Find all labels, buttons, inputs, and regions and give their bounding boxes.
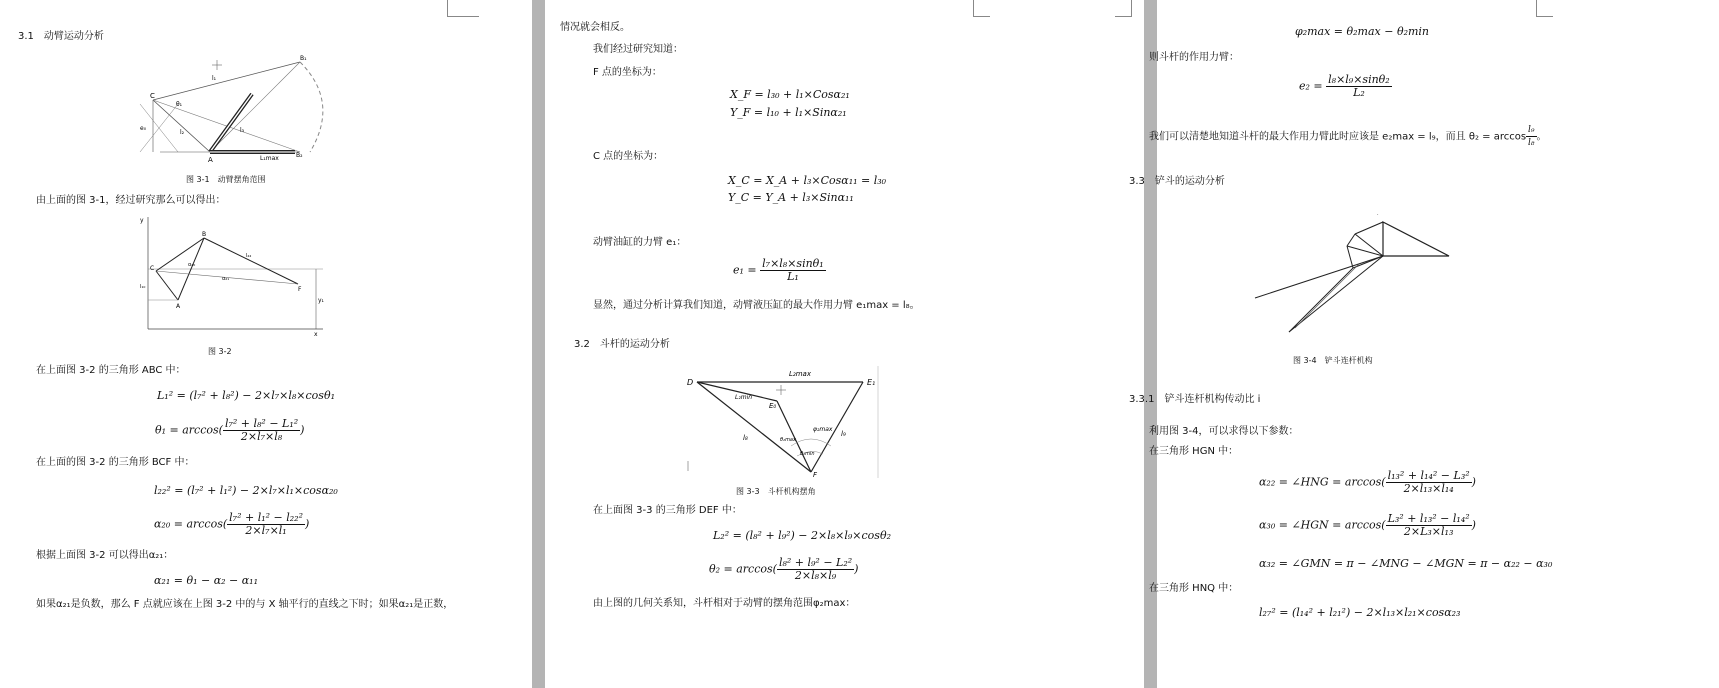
equation-left: θ₁ = arccos( [155, 423, 223, 437]
section-heading: 3.3.1 铲斗连杆机构传动比 i [1129, 394, 1261, 405]
paragraph: 在三角形 HGN 中： [1149, 446, 1239, 457]
numerator: l₈×l₉×sinθ₂ [1328, 73, 1390, 86]
paragraph: 则斗杆的作用力臂： [1149, 52, 1239, 63]
equation: θ₂ = arccos( $\frac{\text{l₈² + l₉² − L₂²}}{\text{2×l₈×l₉}}$ ) [709, 556, 859, 582]
crop-mark [1115, 0, 1132, 17]
equation: X_F = l₃₀ + l₁×Cosα₂₁ [730, 88, 850, 101]
label-l10: l₁₀ [140, 284, 146, 290]
figure-3-2 [138, 214, 328, 338]
label-L1max: L₁max [260, 155, 279, 162]
equation-left: e₂ = [1299, 79, 1323, 93]
label-alpha21: α₂₁ [222, 276, 230, 282]
denominator: L₁ [760, 270, 826, 283]
equation-left: α₂₀ = arccos( [154, 517, 228, 531]
fraction [1326, 74, 1392, 99]
label-l22: l₂₂ [246, 253, 252, 259]
numerator: l₇×l₈×sinθ₁ [762, 257, 824, 270]
paragraph-text: 我们可以清楚地知道斗杆的最大作用力臂此时应该是 e₂max = l₉，而且 θ₂ = arccos [1149, 131, 1527, 143]
paragraph: 由上图的几何关系知，斗杆相对于动臂的摆角范围φ₂max： [593, 598, 856, 609]
label-F: F [813, 471, 818, 479]
figure-3-1 [140, 52, 350, 172]
label-A: A [208, 156, 213, 164]
fraction [223, 418, 300, 443]
denominator: 2×l₈×l₉ [777, 569, 854, 582]
equation-left: α₂₂ = ∠HNG = arccos( [1259, 475, 1386, 489]
figure-3-4 [1249, 210, 1459, 340]
paragraph: 在上面图 3-2 的三角形 ABC 中： [36, 365, 186, 376]
document-page-3 [1129, 0, 1719, 688]
equation: φ₂max = θ₂max − θ₂min [1295, 25, 1430, 38]
paragraph: 情况就会相反。 [560, 22, 630, 33]
fraction [1386, 470, 1472, 495]
label-H: · [1377, 212, 1379, 218]
denominator: 2×l₁₃×l₁₄ [1386, 482, 1472, 495]
equation: α₃₀ = ∠HGN = arccos( $\frac{\text{L₃² + l₁₃² − l₁₄²}}{\text{2×L₃×l₁₃}}$ ) [1259, 512, 1476, 538]
label-theta2min: θ₂min [800, 451, 815, 457]
numerator: l₈² + l₉² − L₂² [778, 556, 853, 569]
denominator: 2×L₃×l₁₃ [1386, 525, 1472, 538]
crop-mark [463, 0, 479, 17]
paragraph: 我们经过研究知道： [593, 44, 683, 55]
denominator: 2×l₇×l₁ [227, 524, 305, 537]
crop-mark [1536, 0, 1553, 17]
figure-caption: 图 3-2 [208, 347, 232, 356]
fraction [760, 258, 826, 283]
crop-mark [447, 0, 464, 17]
paragraph: 在上面图 3-3 的三角形 DEF 中： [593, 505, 742, 516]
fraction [1526, 124, 1537, 149]
paragraph: 根据上面图 3-2 可以得出α₂₁： [36, 550, 174, 561]
label-e0: e₀ [140, 125, 147, 132]
label-L2min: L₂min [735, 394, 753, 401]
numerator: l₉ [1528, 125, 1535, 135]
figure-caption: 图 3-3 斗杆机构摆角 [736, 487, 816, 496]
equation: α₂₂ = ∠HNG = arccos( $\frac{\text{l₁₃² + l₁₄² − L₃²}}{\text{2×l₁₃×l₁₄}}$ ) [1259, 469, 1476, 495]
equation: θ₁ = arccos( $\frac{\text{l₇² + l₈² − L₁²}}{\text{2×l₇×l₈}}$ ) [155, 417, 305, 443]
label-B1: B₁ [300, 55, 307, 62]
label-E0: E₀ [769, 402, 777, 410]
label-B: B [202, 231, 207, 238]
paragraph: C 点的坐标为： [593, 151, 664, 162]
document-page-2 [545, 0, 1144, 688]
denominator: L₂ [1326, 86, 1392, 99]
equation-left: θ₂ = arccos( [709, 562, 777, 576]
label-l2: l₂ [180, 129, 185, 136]
fraction [1386, 513, 1472, 538]
equation-left: α₃₀ = ∠HGN = arccos( [1259, 518, 1386, 532]
equation: L₁² = (l₇² + l₈²) − 2×l₇×l₈×cosθ₁ [157, 389, 335, 402]
equation [733, 258, 826, 283]
equation: Y_C = Y_A + l₃×Sinα₁₁ [728, 191, 854, 204]
label-C: C [150, 265, 155, 272]
numerator: l₇² + l₁² − l₂₂² [229, 511, 303, 524]
label-l1: l₁ [212, 75, 217, 82]
paragraph: 显然，通过分析计算我们知道，动臂液压缸的最大作用力臂 e₁max = l₈。 [593, 300, 920, 311]
label-L2max: L₂max [789, 370, 811, 378]
equation [1299, 74, 1392, 99]
page-gap [532, 0, 545, 688]
paragraph: 如果α₂₁是负数，那么 F 点就应该在上图 3-2 中的与 X 轴平行的直线之下时；如果α₂₁是正数， [36, 599, 454, 610]
equation: l₂₂² = (l₇² + l₁²) − 2×l₇×l₁×cosα₂₀ [154, 484, 338, 497]
paragraph: F 点的坐标为： [593, 67, 662, 78]
label-y1: y₁ [318, 297, 324, 304]
equation: Y_F = l₁₀ + l₁×Sinα₂₁ [730, 106, 847, 119]
equation: α₂₁ = θ₁ − α₂ − α₁₁ [154, 574, 258, 587]
label-x: x [314, 331, 318, 338]
label-F: F [298, 286, 302, 293]
paragraph: 我们可以清楚地知道斗杆的最大作用力臂此时应该是 e₂max = l₉，而且 θ₂ = arccos $\frac{\text{l₉}}{\text{l₈}}$ 。 [1149, 125, 1547, 148]
label-phi2max: φ₂max [813, 426, 833, 433]
label-l8: l₈ [743, 434, 748, 442]
label-y: y [140, 217, 144, 224]
numerator: L₃² + l₁₃² − l₁₄² [1387, 512, 1470, 525]
label-D: D [687, 378, 694, 387]
crop-mark [973, 0, 990, 17]
figure-caption: 图 3-4 铲斗连杆机构 [1293, 356, 1373, 365]
label-theta2max: θ₂max [780, 437, 796, 443]
label-l3: l₃ [240, 127, 245, 134]
equation: α₂₀ = arccos( $\frac{\text{l₇² + l₁² − l₂₂²}}{\text{2×l₇×l₁}}$ ) [154, 511, 310, 537]
label-theta1: θ₁ [176, 101, 183, 108]
paragraph: 动臂油缸的力臂 e₁： [593, 237, 687, 248]
denominator: 2×l₇×l₈ [223, 430, 300, 443]
paragraph: 在三角形 HNQ 中： [1149, 583, 1239, 594]
label-B2: B₂ [296, 152, 303, 159]
paragraph: 由上面的图 3-1，经过研究那么可以得出： [36, 195, 226, 206]
equation: L₂² = (l₈² + l₉²) − 2×l₈×l₉×cosθ₂ [713, 529, 891, 542]
document-page-1 [0, 0, 532, 688]
paragraph: 在上面的图 3-2 的三角形 BCF 中： [36, 457, 195, 468]
equation-left: e₁ = [733, 263, 757, 277]
numerator: l₁₃² + l₁₄² − L₃² [1387, 469, 1470, 482]
equation: α₃₂ = ∠GMN = π − ∠MNG − ∠MGN = π − α₂₂ − α₃₀ [1259, 557, 1553, 570]
fraction [227, 512, 305, 537]
label-A: A [176, 303, 181, 310]
numerator: l₇² + l₈² − L₁² [224, 417, 299, 430]
label-alpha20: α₂₀ [188, 262, 196, 268]
figure-3-3 [683, 366, 883, 478]
equation: l₂₇² = (l₁₄² + l₂₁²) − 2×l₁₃×l₂₁×cosα₂₃ [1259, 606, 1461, 619]
equation: X_C = X_A + l₃×Cosα₁₁ = l₃₀ [728, 174, 887, 187]
label-l9: l₉ [841, 430, 846, 438]
section-heading: 3.3 铲斗的运动分析 [1129, 176, 1225, 187]
section-heading: 3.1 动臂运动分析 [18, 31, 104, 42]
label-E1: E₁ [867, 378, 876, 387]
fraction [777, 557, 854, 582]
section-heading: 3.2 斗杆的运动分析 [574, 339, 670, 350]
denominator: l₈ [1528, 138, 1535, 148]
figure-caption: 图 3-1 动臂摆角范围 [186, 175, 266, 184]
paragraph: 利用图 3-4，可以求得以下参数： [1149, 426, 1299, 437]
label-C: C [150, 92, 155, 100]
